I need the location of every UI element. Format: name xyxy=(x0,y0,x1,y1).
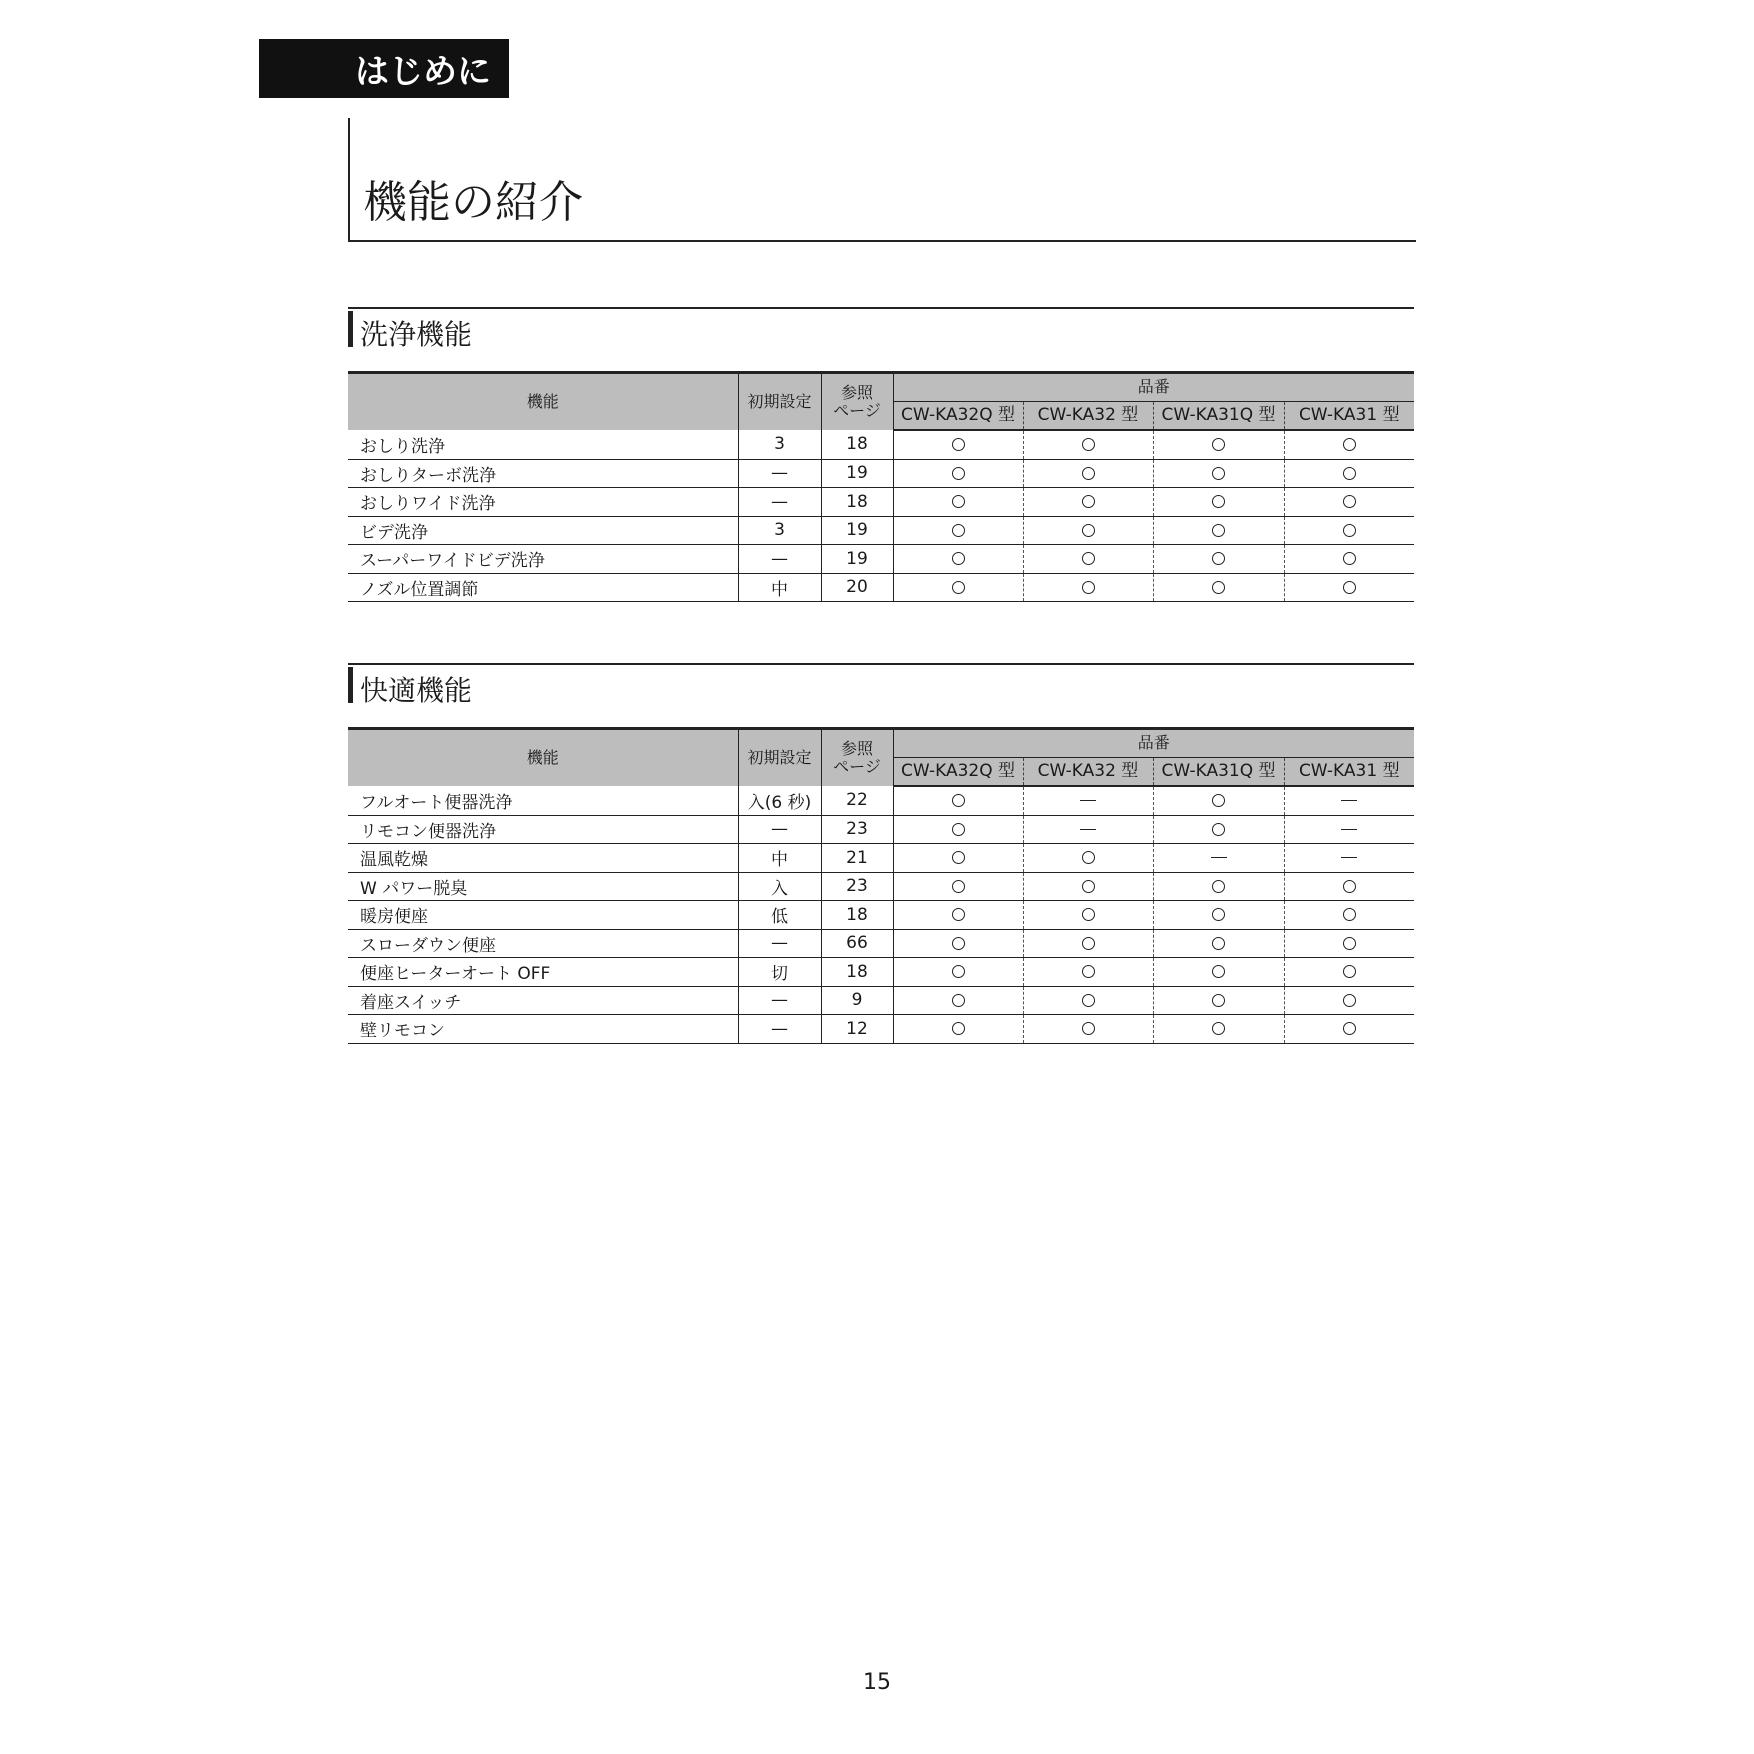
model-availability xyxy=(1284,1015,1414,1044)
reference-page: 22 xyxy=(821,786,893,815)
available-circle-icon xyxy=(1343,965,1356,978)
initial-setting: — xyxy=(738,488,821,517)
table-row xyxy=(348,430,1414,459)
not-available-dash-icon xyxy=(1080,829,1096,830)
table-row xyxy=(348,488,1414,517)
table-row xyxy=(348,986,1414,1015)
function-name: おしりワイド洗浄 xyxy=(348,488,738,517)
table-row xyxy=(348,958,1414,987)
comfort-section xyxy=(348,663,1414,1044)
not-available-dash-icon xyxy=(1341,829,1357,830)
initial-setting: 3 xyxy=(738,516,821,545)
table-row xyxy=(348,1015,1414,1044)
model-availability xyxy=(1284,986,1414,1015)
model-availability xyxy=(1284,815,1414,844)
model-availability xyxy=(893,958,1023,987)
model-availability xyxy=(893,901,1023,930)
header-model: CW-KA31Q 型 xyxy=(1153,758,1284,787)
function-name: 温風乾燥 xyxy=(348,844,738,873)
model-availability xyxy=(1153,815,1284,844)
available-circle-icon xyxy=(1343,438,1356,451)
model-availability xyxy=(1153,929,1284,958)
table-row xyxy=(348,516,1414,545)
model-availability xyxy=(893,815,1023,844)
table-row xyxy=(348,844,1414,873)
header-model: CW-KA32 型 xyxy=(1023,402,1153,431)
available-circle-icon xyxy=(1212,794,1225,807)
model-availability xyxy=(1023,815,1153,844)
model-availability xyxy=(1153,786,1284,815)
model-availability xyxy=(1023,516,1153,545)
function-name: 便座ヒーターオート OFF xyxy=(348,958,738,987)
model-availability xyxy=(1153,1015,1284,1044)
section-title: 快適機能 xyxy=(360,674,473,707)
model-availability xyxy=(893,488,1023,517)
initial-setting: — xyxy=(738,545,821,574)
model-availability xyxy=(893,986,1023,1015)
model-availability xyxy=(1153,872,1284,901)
available-circle-icon xyxy=(1082,552,1095,565)
comfort-function-table xyxy=(348,727,1414,1044)
model-availability xyxy=(1023,1015,1153,1044)
model-availability xyxy=(1023,430,1153,459)
available-circle-icon xyxy=(1082,937,1095,950)
model-availability xyxy=(1284,872,1414,901)
header-product-no: 品番 xyxy=(893,729,1414,758)
initial-setting: — xyxy=(738,929,821,958)
reference-page: 18 xyxy=(821,958,893,987)
model-availability xyxy=(893,459,1023,488)
available-circle-icon xyxy=(1082,965,1095,978)
model-availability xyxy=(1284,929,1414,958)
available-circle-icon xyxy=(952,495,965,508)
initial-setting: — xyxy=(738,459,821,488)
available-circle-icon xyxy=(1212,552,1225,565)
reference-page: 18 xyxy=(821,430,893,459)
model-availability xyxy=(1153,459,1284,488)
model-availability xyxy=(1023,545,1153,574)
header-ref-page-line2: ページ xyxy=(833,401,881,420)
model-availability xyxy=(1023,459,1153,488)
heading-bar xyxy=(348,667,353,703)
model-availability xyxy=(1153,488,1284,517)
header-model: CW-KA31Q 型 xyxy=(1153,402,1284,431)
available-circle-icon xyxy=(1343,467,1356,480)
function-name: ノズル位置調節 xyxy=(348,573,738,602)
reference-page: 23 xyxy=(821,815,893,844)
reference-page: 18 xyxy=(821,901,893,930)
available-circle-icon xyxy=(952,880,965,893)
model-availability xyxy=(893,844,1023,873)
function-name: 壁リモコン xyxy=(348,1015,738,1044)
function-name: スーパーワイドビデ洗浄 xyxy=(348,545,738,574)
available-circle-icon xyxy=(1212,823,1225,836)
model-availability xyxy=(1284,488,1414,517)
model-availability xyxy=(893,545,1023,574)
header-model: CW-KA31 型 xyxy=(1284,758,1414,787)
header-ref-page xyxy=(821,373,893,431)
chapter-tab: はじめに xyxy=(259,39,509,98)
header-ref-page xyxy=(821,729,893,787)
model-availability xyxy=(1023,872,1153,901)
reference-page: 19 xyxy=(821,545,893,574)
header-ref-page-line1: 参照 xyxy=(840,738,873,758)
available-circle-icon xyxy=(952,937,965,950)
not-available-dash-icon xyxy=(1211,857,1227,858)
not-available-dash-icon xyxy=(1341,857,1357,858)
initial-setting: 入(6 秒) xyxy=(738,786,821,815)
model-availability xyxy=(1023,929,1153,958)
initial-setting: 切 xyxy=(738,958,821,987)
header-model: CW-KA32 型 xyxy=(1023,758,1153,787)
header-model: CW-KA32Q 型 xyxy=(893,758,1023,787)
not-available-dash-icon xyxy=(1080,800,1096,801)
available-circle-icon xyxy=(1212,438,1225,451)
available-circle-icon xyxy=(952,524,965,537)
model-availability xyxy=(1153,573,1284,602)
available-circle-icon xyxy=(1343,495,1356,508)
function-name: ビデ洗浄 xyxy=(348,516,738,545)
model-availability xyxy=(1023,901,1153,930)
available-circle-icon xyxy=(952,823,965,836)
initial-setting: — xyxy=(738,1015,821,1044)
model-availability xyxy=(1153,516,1284,545)
function-name: おしりターボ洗浄 xyxy=(348,459,738,488)
available-circle-icon xyxy=(1343,1022,1356,1035)
model-availability xyxy=(1023,844,1153,873)
header-ref-page-line1: 参照 xyxy=(840,382,873,402)
available-circle-icon xyxy=(1082,851,1095,864)
table-row xyxy=(348,459,1414,488)
model-availability xyxy=(1284,958,1414,987)
model-availability xyxy=(1023,488,1153,517)
comfort-table-body xyxy=(348,786,1414,1043)
header-initial-setting: 初期設定 xyxy=(738,729,821,787)
model-availability xyxy=(893,929,1023,958)
model-availability xyxy=(1284,459,1414,488)
model-availability xyxy=(893,516,1023,545)
available-circle-icon xyxy=(952,581,965,594)
available-circle-icon xyxy=(1082,1022,1095,1035)
model-availability xyxy=(1023,986,1153,1015)
available-circle-icon xyxy=(1212,581,1225,594)
not-available-dash-icon xyxy=(1341,800,1357,801)
model-availability xyxy=(1153,958,1284,987)
section-heading xyxy=(348,307,1414,351)
model-availability xyxy=(1023,573,1153,602)
available-circle-icon xyxy=(952,851,965,864)
wash-function-table xyxy=(348,371,1414,602)
available-circle-icon xyxy=(1212,1022,1225,1035)
wash-section xyxy=(348,307,1414,602)
available-circle-icon xyxy=(1343,908,1356,921)
reference-page: 9 xyxy=(821,986,893,1015)
title-block xyxy=(348,118,1416,242)
reference-page: 23 xyxy=(821,872,893,901)
function-name: おしり洗浄 xyxy=(348,430,738,459)
table-row xyxy=(348,929,1414,958)
header-product-no: 品番 xyxy=(893,373,1414,402)
reference-page: 18 xyxy=(821,488,893,517)
table-row xyxy=(348,786,1414,815)
function-name: 着座スイッチ xyxy=(348,986,738,1015)
model-availability xyxy=(1023,958,1153,987)
available-circle-icon xyxy=(1082,495,1095,508)
available-circle-icon xyxy=(1082,581,1095,594)
table-row xyxy=(348,573,1414,602)
model-availability xyxy=(1153,844,1284,873)
available-circle-icon xyxy=(1343,524,1356,537)
model-availability xyxy=(1284,545,1414,574)
available-circle-icon xyxy=(1082,880,1095,893)
available-circle-icon xyxy=(1212,880,1225,893)
function-name: フルオート便器洗浄 xyxy=(348,786,738,815)
available-circle-icon xyxy=(1212,495,1225,508)
page-title: 機能の紹介 xyxy=(363,177,583,228)
header-model: CW-KA31 型 xyxy=(1284,402,1414,431)
initial-setting: — xyxy=(738,815,821,844)
model-availability xyxy=(893,430,1023,459)
model-availability xyxy=(1153,545,1284,574)
available-circle-icon xyxy=(1212,965,1225,978)
table-row xyxy=(348,545,1414,574)
page-number: 15 xyxy=(863,1670,891,1695)
available-circle-icon xyxy=(1212,467,1225,480)
model-availability xyxy=(1284,573,1414,602)
available-circle-icon xyxy=(1343,552,1356,565)
available-circle-icon xyxy=(1212,908,1225,921)
function-name: W パワー脱臭 xyxy=(348,872,738,901)
available-circle-icon xyxy=(952,794,965,807)
available-circle-icon xyxy=(952,552,965,565)
reference-page: 19 xyxy=(821,516,893,545)
initial-setting: 中 xyxy=(738,844,821,873)
available-circle-icon xyxy=(952,467,965,480)
header-function: 機能 xyxy=(348,729,738,787)
available-circle-icon xyxy=(1082,908,1095,921)
reference-page: 21 xyxy=(821,844,893,873)
header-function: 機能 xyxy=(348,373,738,431)
model-availability xyxy=(1153,430,1284,459)
function-name: スローダウン便座 xyxy=(348,929,738,958)
section-title: 洗浄機能 xyxy=(360,318,473,351)
model-availability xyxy=(893,786,1023,815)
initial-setting: 入 xyxy=(738,872,821,901)
available-circle-icon xyxy=(1343,581,1356,594)
table-row xyxy=(348,901,1414,930)
header-model: CW-KA32Q 型 xyxy=(893,402,1023,431)
table-row xyxy=(348,815,1414,844)
available-circle-icon xyxy=(952,965,965,978)
initial-setting: 中 xyxy=(738,573,821,602)
initial-setting: 3 xyxy=(738,430,821,459)
reference-page: 12 xyxy=(821,1015,893,1044)
function-name: 暖房便座 xyxy=(348,901,738,930)
available-circle-icon xyxy=(1082,524,1095,537)
available-circle-icon xyxy=(1212,937,1225,950)
model-availability xyxy=(1284,516,1414,545)
available-circle-icon xyxy=(1212,524,1225,537)
available-circle-icon xyxy=(952,1022,965,1035)
available-circle-icon xyxy=(1343,994,1356,1007)
header-ref-page-line2: ページ xyxy=(833,757,881,776)
available-circle-icon xyxy=(952,994,965,1007)
available-circle-icon xyxy=(952,438,965,451)
model-availability xyxy=(1023,786,1153,815)
available-circle-icon xyxy=(1343,880,1356,893)
available-circle-icon xyxy=(1082,994,1095,1007)
header-initial-setting: 初期設定 xyxy=(738,373,821,431)
available-circle-icon xyxy=(1082,438,1095,451)
reference-page: 66 xyxy=(821,929,893,958)
table-row xyxy=(348,872,1414,901)
model-availability xyxy=(1284,786,1414,815)
model-availability xyxy=(893,573,1023,602)
heading-bar xyxy=(348,311,353,347)
function-name: リモコン便器洗浄 xyxy=(348,815,738,844)
wash-table-body xyxy=(348,430,1414,602)
model-availability xyxy=(1153,986,1284,1015)
model-availability xyxy=(1153,901,1284,930)
initial-setting: 低 xyxy=(738,901,821,930)
reference-page: 19 xyxy=(821,459,893,488)
section-heading xyxy=(348,663,1414,707)
initial-setting: — xyxy=(738,986,821,1015)
available-circle-icon xyxy=(1212,994,1225,1007)
model-availability xyxy=(893,872,1023,901)
model-availability xyxy=(1284,844,1414,873)
model-availability xyxy=(893,1015,1023,1044)
reference-page: 20 xyxy=(821,573,893,602)
available-circle-icon xyxy=(952,908,965,921)
model-availability xyxy=(1284,430,1414,459)
model-availability xyxy=(1284,901,1414,930)
available-circle-icon xyxy=(1082,467,1095,480)
available-circle-icon xyxy=(1343,937,1356,950)
